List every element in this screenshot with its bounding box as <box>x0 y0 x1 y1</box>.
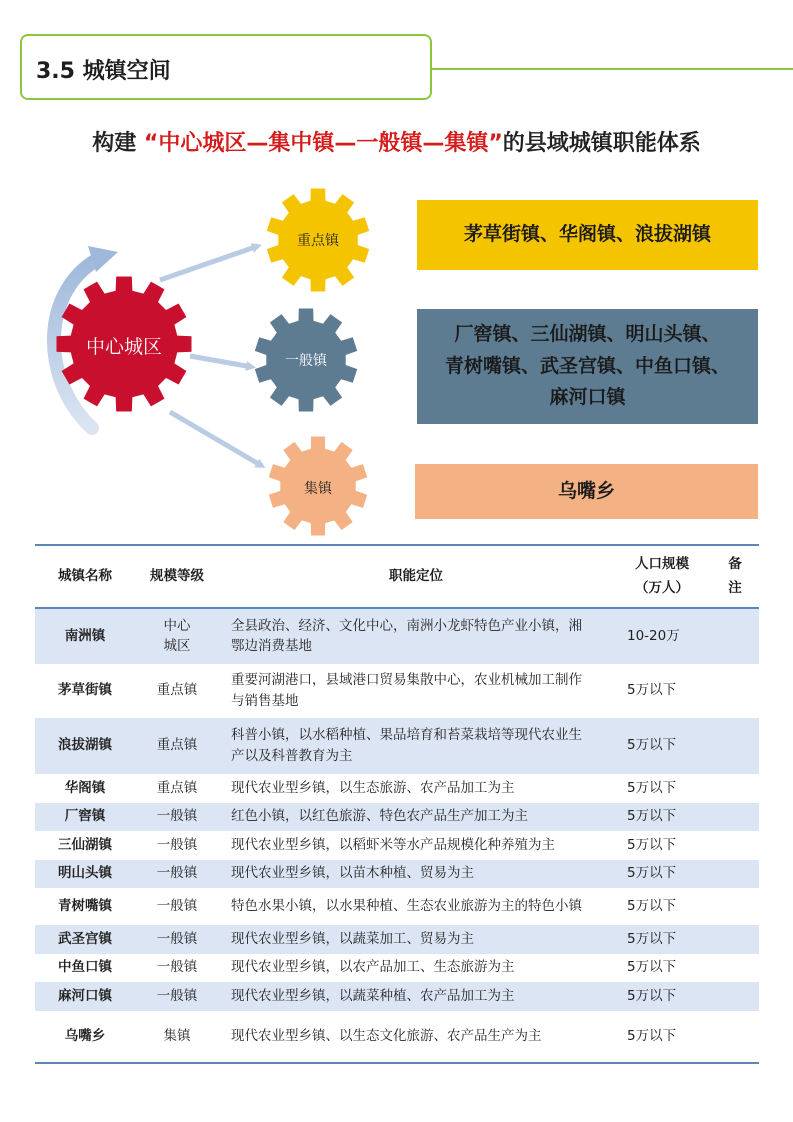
center-gear-label: 中心城区 <box>85 336 162 358</box>
cell-level: 一般镇 <box>135 925 219 954</box>
cell-note <box>711 982 759 1011</box>
cell-note <box>711 954 759 982</box>
cell-function: 现代农业型乡镇，以蔬菜加工、贸易为主 <box>219 925 613 954</box>
arrow-to-key <box>160 246 258 280</box>
cell-name: 明山头镇 <box>35 860 135 888</box>
cell-function: 红色小镇，以红色旅游、特色农产品生产加工为主 <box>219 803 613 831</box>
cell-function-line-1: 全县政治、经济、文化中心，南洲小龙虾特色产业小镇，湘 <box>231 617 582 634</box>
cell-level: 一般镇 <box>156 836 198 853</box>
headline-prefix: 构建 <box>92 131 137 156</box>
cell-function: 现代农业型乡镇，以苗木种植、贸易为主 <box>219 860 613 888</box>
cell-function-line-2: 产以及科普教育为主 <box>231 747 353 764</box>
cell-function: 现代农业型乡镇，以稻虾米等水产品规模化种养殖为主 <box>231 836 555 853</box>
header-function: 职能定位 <box>219 545 613 608</box>
table-row <box>35 718 759 774</box>
cell-function: 现代农业型乡镇，以生态旅游、农产品加工为主 <box>231 779 515 796</box>
cell-note <box>711 831 759 860</box>
general-towns-line-1: 厂窖镇、三仙湖镇、明山头镇、 <box>454 323 721 346</box>
cell-level: 一般镇 <box>135 803 219 831</box>
cell-name: 厂窖镇 <box>35 803 135 831</box>
cell-note <box>711 803 759 831</box>
key-towns-box <box>417 200 758 270</box>
general-towns-line-2: 青树嘴镇、武圣宫镇、中鱼口镇、 <box>444 354 730 377</box>
cell-population: 5万以下 <box>613 925 711 954</box>
cell-population: 5万以下 <box>613 803 711 831</box>
general-towns-box <box>417 309 758 424</box>
headline-highlight: “中心城区—集中镇—一般镇—集镇” <box>143 131 503 156</box>
table-row <box>35 608 759 664</box>
section-title: 3.5 城镇空间 <box>36 59 171 84</box>
header-note-line-1: 备 <box>728 556 742 572</box>
cell-level-line-1: 中心 <box>163 617 191 634</box>
market-towns-text: 乌嘴乡 <box>557 479 615 502</box>
cell-function <box>219 718 613 774</box>
cell-name: 浪拔湖镇 <box>35 718 135 774</box>
cell-name: 茅草街镇 <box>58 682 112 699</box>
cell-note <box>711 925 759 954</box>
key-towns-text: 茅草街镇、华阁镇、浪拔湖镇 <box>463 223 711 246</box>
header-population-line-1: 人口规模 <box>635 556 689 572</box>
header-note-line-2: 注 <box>728 580 742 597</box>
market-gear-label: 集镇 <box>304 481 332 497</box>
cell-name: 华阁镇 <box>64 779 106 796</box>
cell-population: 5万以下 <box>613 1011 711 1063</box>
cell-level: 集镇 <box>135 1011 219 1063</box>
table-row <box>35 803 759 831</box>
cell-level: 一般镇 <box>156 897 198 914</box>
cell-note <box>711 860 759 888</box>
cell-name: 三仙湖镇 <box>58 836 112 853</box>
cell-function <box>219 664 613 718</box>
cell-level-line-2: 城区 <box>163 638 191 655</box>
cell-population: 5万以下 <box>613 860 711 888</box>
cell-population: 5万以下 <box>627 897 677 914</box>
header-population-line-2: （万人） <box>635 580 689 597</box>
cell-function-line-2: 与销售基地 <box>231 692 299 709</box>
cell-function <box>219 608 613 664</box>
cell-level: 一般镇 <box>156 959 198 976</box>
cell-function-line-1: 科普小镇，以水稻种植、果品培育和苔菜栽培等现代农业生 <box>231 727 582 744</box>
cell-name: 麻河口镇 <box>35 982 135 1011</box>
headline-suffix: 的县域城镇职能体系 <box>502 131 701 156</box>
cell-function-line-1: 重要河湖港口，县域港口贸易集散中心，农业机械加工制作 <box>231 672 582 689</box>
general-towns-line-3: 麻河口镇 <box>549 386 626 409</box>
cell-note <box>711 718 759 774</box>
town-hierarchy-diagram <box>0 180 793 540</box>
cell-population: 5万以下 <box>627 836 677 853</box>
cell-level <box>135 608 219 664</box>
cell-name: 武圣宫镇 <box>35 925 135 954</box>
cell-population: 5万以下 <box>613 982 711 1011</box>
cell-function-line-2: 鄂边消费基地 <box>231 638 312 655</box>
table-row <box>35 925 759 954</box>
table-row <box>35 774 759 803</box>
headline <box>0 126 793 157</box>
table-row <box>35 982 759 1011</box>
arrow-to-market <box>170 412 262 466</box>
cell-note <box>711 664 759 718</box>
table-row <box>35 664 759 718</box>
table-row <box>35 888 759 925</box>
header-population <box>613 545 711 608</box>
towns-table <box>35 544 759 1064</box>
table-header-row <box>35 545 759 608</box>
arrow-to-general <box>190 356 252 367</box>
table-row <box>35 1011 759 1063</box>
table-row <box>35 860 759 888</box>
cell-note <box>711 1011 759 1063</box>
cell-population: 5万以下 <box>613 718 711 774</box>
cell-level: 重点镇 <box>135 718 219 774</box>
cell-level: 一般镇 <box>135 982 219 1011</box>
cell-level: 重点镇 <box>156 779 198 796</box>
market-towns-box <box>415 464 758 519</box>
cell-population: 5万以下 <box>627 779 677 796</box>
cell-name: 乌嘴乡 <box>35 1011 135 1063</box>
header-level: 规模等级 <box>135 545 219 608</box>
cell-name: 中鱼口镇 <box>58 959 112 976</box>
header-name: 城镇名称 <box>35 545 135 608</box>
section-header-box <box>20 34 432 100</box>
cell-name: 南洲镇 <box>35 608 135 664</box>
header-note <box>711 545 759 608</box>
cell-level: 一般镇 <box>135 860 219 888</box>
table-row <box>35 831 759 860</box>
cell-level: 重点镇 <box>156 682 198 699</box>
section-header-line <box>432 68 793 70</box>
cell-population: 5万以下 <box>627 682 677 699</box>
cell-note <box>711 888 759 925</box>
cell-population: 10-20万 <box>613 608 711 664</box>
cell-note <box>711 774 759 803</box>
cell-population: 5万以下 <box>627 959 677 976</box>
cell-function: 现代农业型乡镇，以农产品加工、生态旅游为主 <box>231 959 515 976</box>
cell-function: 特色水果小镇，以水果种植、生态农业旅游为主的特色小镇 <box>231 897 582 914</box>
cell-function: 现代农业型乡镇、以生态文化旅游、农产品生产为主 <box>219 1011 613 1063</box>
cell-name: 青树嘴镇 <box>58 897 112 914</box>
key-gear-label: 重点镇 <box>297 233 339 249</box>
general-gear-label: 一般镇 <box>285 353 327 369</box>
cell-note <box>711 608 759 664</box>
table-row <box>35 954 759 982</box>
cell-function: 现代农业型乡镇，以蔬菜种植、农产品加工为主 <box>219 982 613 1011</box>
